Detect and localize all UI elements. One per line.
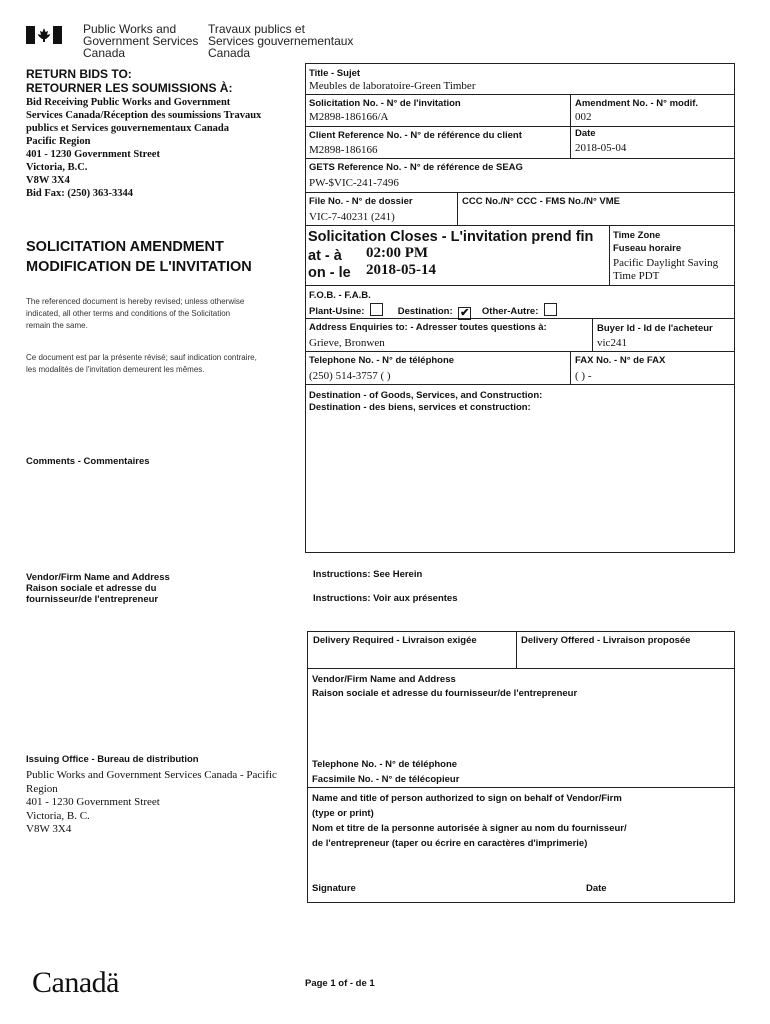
- address-enquiries-label: Address Enquiries to: - Adresser toutes questions à:: [309, 322, 547, 333]
- ccc-label: CCC No./N° CCC - FMS No./N° VME: [462, 196, 621, 207]
- on-label: on - le: [308, 265, 351, 281]
- issuing-office-address: Public Works and Government Services Canada - Pacific Region 401 - 1230 Government Street Victoria, B. C. V8W 3X4: [26, 769, 277, 835]
- delivery-offered-label: Delivery Offered - Livraison proposée: [521, 635, 691, 646]
- fax-label: FAX No. - N° de FAX: [575, 355, 666, 366]
- timezone-label: Time Zone Fuseau horaire: [613, 230, 682, 254]
- amendment-title: SOLICITATION AMENDMENT MODIFICATION DE L'INVITATION: [26, 239, 252, 275]
- buyer-id-label: Buyer Id - Id de l'acheteur: [597, 323, 713, 334]
- amendment-text-en: The referenced document is hereby revised; unless otherwise indicated, all other terms and conditions of the Solicitation remain the same.: [26, 297, 245, 330]
- destination-goods-label: Destination - of Goods, Services, and Construction: Destination - des biens, services et construction:: [309, 390, 543, 413]
- issuing-office-label: Issuing Office - Bureau de distribution: [26, 754, 199, 765]
- plant-checkbox[interactable]: [370, 303, 383, 316]
- fob-options: [309, 303, 560, 320]
- delivery-required-label: Delivery Required - Livraison exigée: [313, 635, 477, 646]
- fob-label: F.O.B. - F.A.B.: [309, 290, 371, 301]
- vendor-fax-label: Facsimile No. - N° de télécopieur: [312, 774, 460, 785]
- authorized-person-label: Name and title of person authorized to sign on behalf of Vendor/Firm (type or print) Nom et titre de la personne autorisée à signer au nom du fournisseur/ de l'entrepreneur (taper ou écrire en caractères d'imprimerie): [312, 793, 627, 849]
- amendment-text-fr: Ce document est par la présente révisé; sauf indication contraire, les modalités de l'invitation demeurent les mêmes.: [26, 353, 257, 374]
- file-label: File No. - N° de dossier: [309, 196, 413, 207]
- address-enquiries-value: Grieve, Bronwen: [309, 337, 385, 349]
- title-label: Title - Sujet: [309, 68, 361, 79]
- closes-label: Solicitation Closes - L'invitation prend fin: [308, 229, 594, 245]
- org-name-en: Public Works and Government Services Canada: [83, 22, 199, 60]
- vendor-left-label: Vendor/Firm Name and Address Raison sociale et adresse du fournisseur/de l'entrepreneur: [26, 572, 170, 605]
- return-bids-address: Bid Receiving Public Works and Government Services Canada/Réception des soumissions Travaux publics et Services gouvernementaux Canada Pacific Region 401 - 1230 Government Street Victoria, B.C. V8W 3X4 Bid Fax: (250) 363-3344: [26, 97, 262, 199]
- canada-flag-icon: [26, 26, 62, 44]
- vendor-telephone-label: Telephone No. - N° de téléphone: [312, 759, 458, 770]
- other-checkbox[interactable]: [544, 303, 557, 316]
- close-time-value: 02:00 PM: [366, 245, 429, 261]
- page-number: Page 1 of - de 1: [305, 978, 375, 989]
- amendment-no-value: 002: [575, 111, 592, 123]
- amendment-no-label: Amendment No. - N° modif.: [575, 98, 699, 109]
- client-ref-value: M2898-186166: [309, 144, 378, 156]
- telephone-value: (250) 514-3757 ( ): [309, 370, 391, 382]
- fax-value: ( ) -: [575, 370, 592, 382]
- client-ref-label: Client Reference No. - N° de référence du client: [309, 130, 522, 141]
- destination-checkbox[interactable]: ✔: [460, 307, 470, 319]
- return-bids-title: RETURN BIDS TO: RETOURNER LES SOUMISSIONS À:: [26, 67, 233, 95]
- date-label: Date: [575, 128, 596, 139]
- other-label: Other-Autre:: [481, 306, 539, 317]
- org-name-fr: Travaux publics et Services gouvernementaux Canada: [208, 22, 354, 60]
- title-value: Meubles de laboratoire-Green Timber: [309, 80, 476, 92]
- solicitation-label: Solicitation No. - N° de l'invitation: [309, 98, 461, 109]
- close-date-value: 2018-05-14: [366, 262, 436, 278]
- at-label: at - à: [308, 248, 342, 264]
- plant-label: Plant-Usine:: [309, 306, 365, 317]
- solicitation-value: M2898-186166/A: [309, 111, 389, 123]
- comments-label: Comments - Commentaires: [26, 456, 150, 467]
- destination-label: Destination:: [397, 306, 453, 317]
- instructions-fr: Instructions: Voir aux présentes: [313, 593, 458, 604]
- gets-label: GETS Reference No. - N° de référence de SEAG: [309, 162, 523, 173]
- date-value: 2018-05-04: [575, 142, 627, 154]
- vendor-name-label: Vendor/Firm Name and Address Raison sociale et adresse du fournisseur/de l'entrepreneur: [312, 674, 578, 699]
- buyer-id-value: vic241: [597, 337, 627, 349]
- canada-wordmark: Canadä: [32, 966, 119, 999]
- gets-value: PW-$VIC-241-7496: [309, 177, 399, 189]
- timezone-value: Pacific Daylight Saving Time PDT: [613, 257, 719, 282]
- telephone-label: Telephone No. - N° de téléphone: [309, 355, 455, 366]
- file-value: VIC-7-40231 (241): [309, 211, 395, 223]
- signature-label: Signature: [312, 883, 356, 894]
- signature-date-label: Date: [586, 883, 607, 894]
- instructions-en: Instructions: See Herein: [313, 569, 423, 580]
